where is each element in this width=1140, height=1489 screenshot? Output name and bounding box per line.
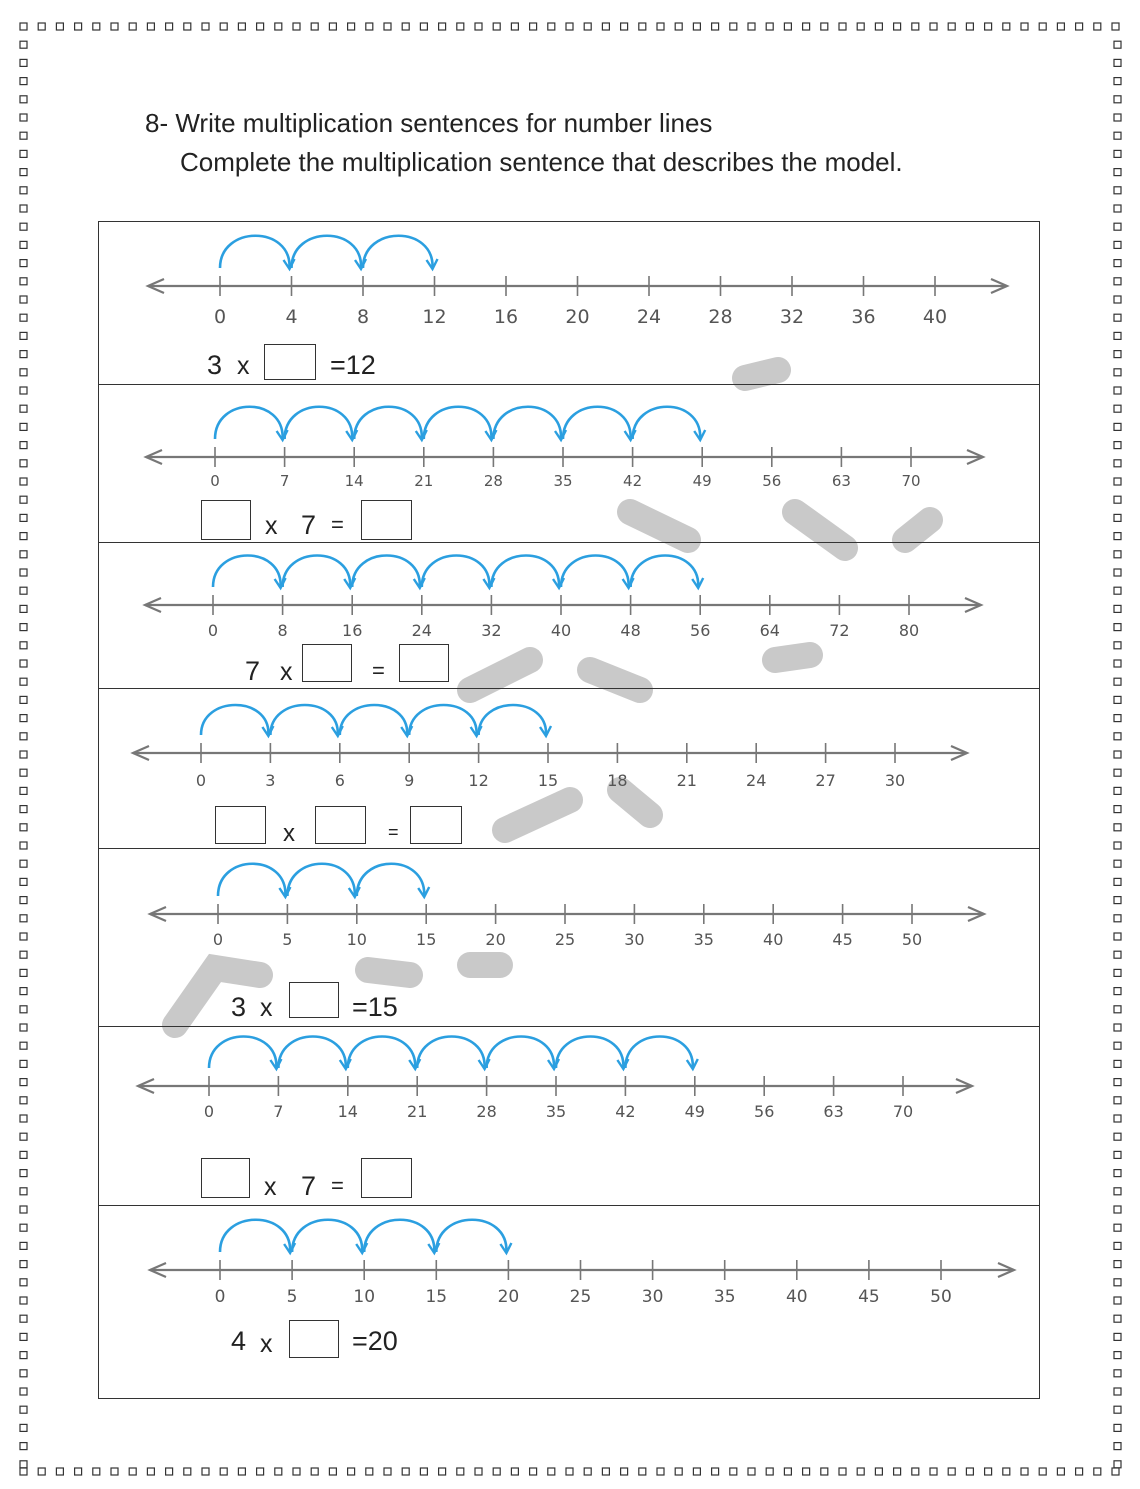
tick-label: 30 [624,930,645,949]
tick-label: 0 [212,930,224,949]
tick-label: 40 [785,1287,808,1307]
product: =12 [330,350,376,380]
tick-label: 80 [898,621,920,640]
tick-label: 35 [713,1287,736,1307]
tick-label: 72 [829,621,850,640]
jump-arc [436,1220,506,1252]
tick-label: 28 [483,472,503,490]
factor-a: 3 [231,992,247,1022]
heading: 8- Write multiplication sentences for number lines [145,108,713,138]
subheading: Complete the multiplication sentence that describes the model. [180,147,903,177]
tick-label: 20 [565,306,590,328]
jump-arc [292,1220,362,1252]
tick-label: 49 [684,1102,705,1121]
equals-sign: = [331,512,344,537]
tick-label: 56 [762,472,782,490]
tick-label: 45 [858,1287,880,1307]
tick-label: 5 [286,1287,298,1307]
equals-sign: = [388,822,399,842]
tick-label: 64 [759,621,780,640]
factor-b: 7 [301,1171,317,1201]
tick-label: 49 [692,472,712,490]
factor-a: 7 [245,656,261,686]
times-sign: x [265,512,278,540]
equals-sign: = [372,658,385,683]
tick-label: 15 [416,930,437,949]
tick-label: 48 [620,621,641,640]
tick-label: 25 [554,930,576,949]
tick-label: 42 [615,1102,636,1121]
answer-box[interactable] [201,1158,250,1198]
tick-label: 7 [273,1102,284,1121]
tick-label: 50 [930,1287,952,1307]
tick-label: 28 [476,1102,497,1121]
tick-label: 0 [203,1102,215,1121]
times-sign: x [260,994,273,1022]
times-sign: x [260,1330,273,1358]
tick-label: 5 [282,930,293,949]
tick-label: 10 [353,1287,376,1307]
equals-sign: = [331,1173,344,1198]
tick-label: 0 [195,771,207,790]
tick-label: 10 [346,930,367,949]
answer-box[interactable] [315,806,366,844]
answer-box[interactable] [361,500,412,540]
tick-label: 36 [851,306,876,328]
factor-a: 4 [231,1326,247,1356]
tick-label: 16 [342,621,363,640]
answer-box[interactable] [215,806,266,844]
tick-label: 56 [754,1102,775,1121]
tick-label: 14 [337,1102,358,1121]
product: =15 [352,992,398,1022]
times-sign: x [237,352,250,380]
tick-label: 63 [831,472,851,490]
tick-label: 35 [545,1102,567,1121]
tick-label: 35 [693,930,714,949]
tick-label: 40 [922,306,948,328]
tick-label: 6 [334,771,345,790]
tick-label: 7 [279,472,290,490]
tick-label: 32 [481,621,502,640]
tick-label: 35 [553,472,573,490]
tick-label: 24 [746,771,767,790]
tick-label: 0 [207,621,219,640]
tick-label: 20 [485,930,506,949]
times-sign: x [264,1173,277,1201]
answer-box[interactable] [289,982,339,1018]
tick-label: 25 [569,1287,592,1307]
tick-label: 27 [815,771,836,790]
tick-label: 45 [832,930,853,949]
answer-box[interactable] [264,344,316,380]
tick-label: 9 [404,771,415,790]
tick-label: 16 [493,306,519,328]
answer-box[interactable] [361,1158,412,1198]
tick-label: 12 [468,771,489,790]
tick-label: 0 [210,472,220,490]
tick-label: 0 [214,1287,226,1307]
tick-label: 70 [892,1102,914,1121]
tick-label: 30 [884,771,906,790]
tick-label: 8 [356,306,370,328]
tick-label: 8 [277,621,288,640]
tick-label: 28 [708,306,733,328]
tick-label: 20 [497,1287,520,1307]
tick-label: 4 [285,306,298,328]
product: =20 [352,1326,398,1356]
tick-label: 15 [425,1287,448,1307]
times-sign: x [280,658,293,686]
tick-label: 3 [265,771,276,790]
tick-label: 42 [623,472,643,490]
answer-box[interactable] [410,806,462,844]
tick-label: 21 [414,472,434,490]
tick-label: 50 [901,930,923,949]
tick-label: 40 [550,621,572,640]
factor-b: 7 [301,510,317,540]
tick-label: 14 [344,472,364,490]
tick-label: 24 [411,621,432,640]
answer-box[interactable] [399,644,449,682]
jump-arc [220,1220,290,1252]
times-sign: x [283,820,295,847]
jump-arc [364,1220,434,1252]
tick-label: 70 [901,472,921,490]
tick-label: 0 [213,306,227,328]
answer-box[interactable] [302,644,352,682]
tick-label: 24 [636,306,662,328]
tick-label: 21 [676,771,697,790]
answer-box[interactable] [289,1320,339,1358]
tick-label: 56 [690,621,711,640]
tick-label: 32 [779,306,805,328]
tick-label: 15 [537,771,559,790]
tick-label: 18 [607,771,628,790]
tick-label: 63 [823,1102,844,1121]
tick-label: 40 [763,930,784,949]
factor-a: 3 [207,350,223,380]
tick-label: 21 [407,1102,428,1121]
tick-label: 12 [422,306,447,328]
answer-box[interactable] [201,500,251,540]
tick-label: 30 [641,1287,664,1307]
